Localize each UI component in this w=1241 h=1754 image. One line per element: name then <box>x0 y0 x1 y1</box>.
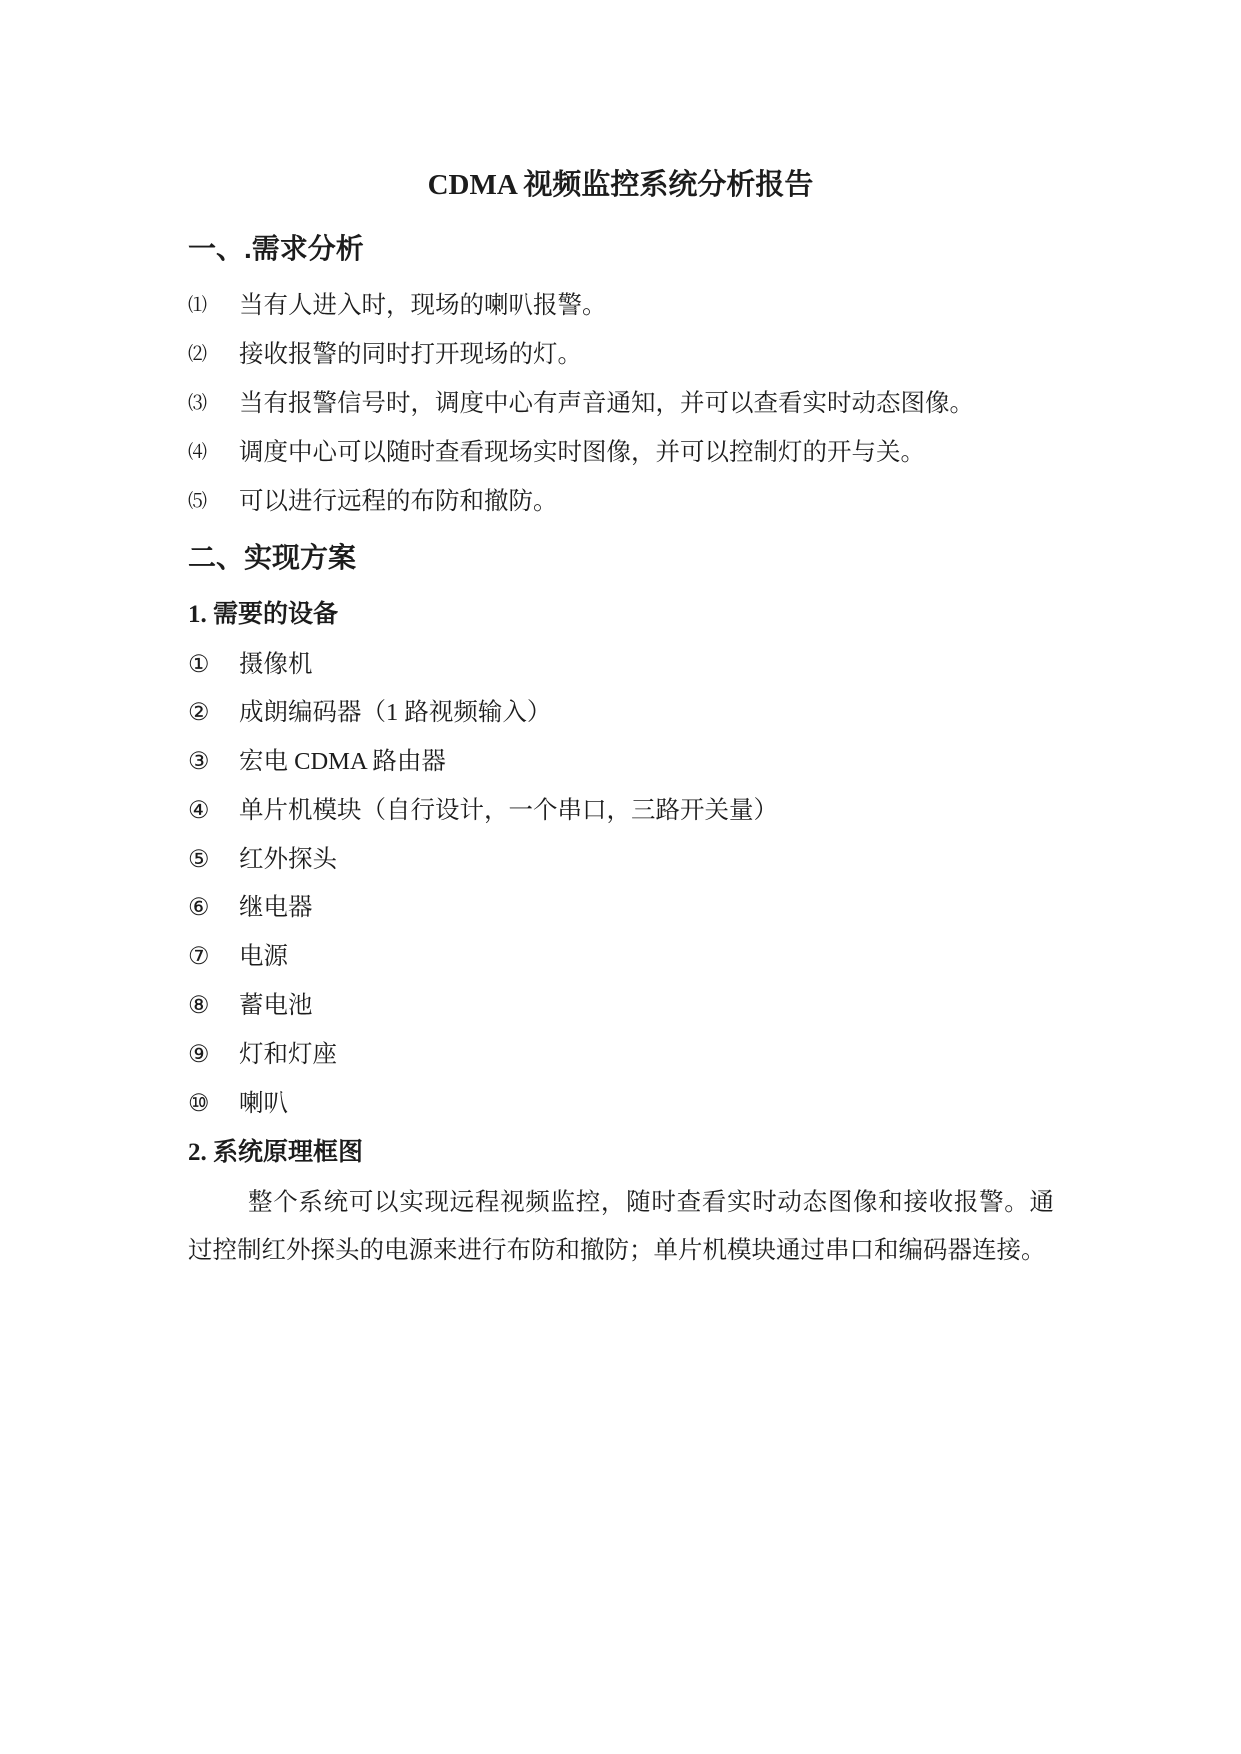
list-item <box>188 787 1054 836</box>
list-item-text: 可以进行远程的布防和撤防。 <box>239 487 558 515</box>
list-marker: ⑥ <box>188 895 210 922</box>
list-marker: ⑤ <box>188 846 210 873</box>
list-item <box>188 933 1054 982</box>
subheading-system-diagram: 2. 系统原理框图 <box>188 1138 364 1166</box>
list-item <box>188 641 1054 690</box>
list-item-text: 当有报警信号时，调度中心有声音通知，并可以查看实时动态图像。 <box>239 389 974 417</box>
list-marker: ④ <box>188 797 210 824</box>
list-item-text: 喇叭 <box>239 1089 288 1117</box>
list-item <box>188 330 1054 379</box>
list-marker: ⑦ <box>188 944 210 971</box>
list-item-text: 当有人进入时，现场的喇叭报警。 <box>239 291 607 319</box>
list-item-text: 电源 <box>239 943 288 971</box>
list-item-text: 成朗编码器（1 路视频输入） <box>239 699 552 727</box>
list-item-text: 调度中心可以随时查看现场实时图像，并可以控制灯的开与关。 <box>239 438 925 466</box>
list-marker: ① <box>188 651 210 678</box>
list-marker: ⑴ <box>188 294 208 316</box>
document-body <box>188 225 1054 1275</box>
list-item-text: 宏电 CDMA 路由器 <box>239 748 446 776</box>
list-item-text: 单片机模块（自行设计，一个串口，三路开关量） <box>239 796 778 824</box>
list-marker: ⑷ <box>188 441 208 463</box>
list-item-text: 灯和灯座 <box>239 1040 337 1068</box>
list-item <box>188 1031 1054 1080</box>
section-heading-implementation: 二、实现方案 <box>188 542 357 573</box>
list-item <box>188 477 1054 526</box>
list-item-text: 蓄电池 <box>239 992 313 1020</box>
list-item-text: 红外探头 <box>239 845 337 873</box>
system-description-paragraph: 整个系统可以实现远程视频监控，随时查看实时动态图像和接收报警。通过控制红外探头的电源来进行布防和撤防；单片机模块通过串口和编码器连接。 <box>188 1188 1054 1264</box>
equipment-list <box>188 641 1054 1129</box>
list-marker: ⑸ <box>188 490 208 512</box>
list-item <box>188 884 1054 933</box>
subheading-equipment: 1. 需要的设备 <box>188 601 339 628</box>
list-marker: ⑶ <box>188 392 208 414</box>
section-heading-requirements: 一、.需求分析 <box>188 233 364 264</box>
list-item <box>188 379 1054 428</box>
list-marker: ⑨ <box>188 1041 210 1068</box>
list-item <box>188 1080 1054 1129</box>
document-title: CDMA 视频监控系统分析报告 <box>427 169 814 201</box>
list-marker: ② <box>188 700 210 727</box>
list-item-text: 接收报警的同时打开现场的灯。 <box>239 340 582 368</box>
list-marker: ⑩ <box>188 1090 210 1117</box>
list-marker: ⑧ <box>188 993 210 1020</box>
list-item <box>188 428 1054 477</box>
list-marker: ⑵ <box>188 343 208 365</box>
requirements-list <box>188 281 1054 526</box>
list-item <box>188 689 1054 738</box>
list-item <box>188 982 1054 1031</box>
list-item <box>188 836 1054 885</box>
list-item <box>188 738 1054 787</box>
list-marker: ③ <box>188 749 210 776</box>
list-item-text: 继电器 <box>239 894 313 922</box>
list-item-text: 摄像机 <box>239 650 313 678</box>
list-item <box>188 281 1054 330</box>
